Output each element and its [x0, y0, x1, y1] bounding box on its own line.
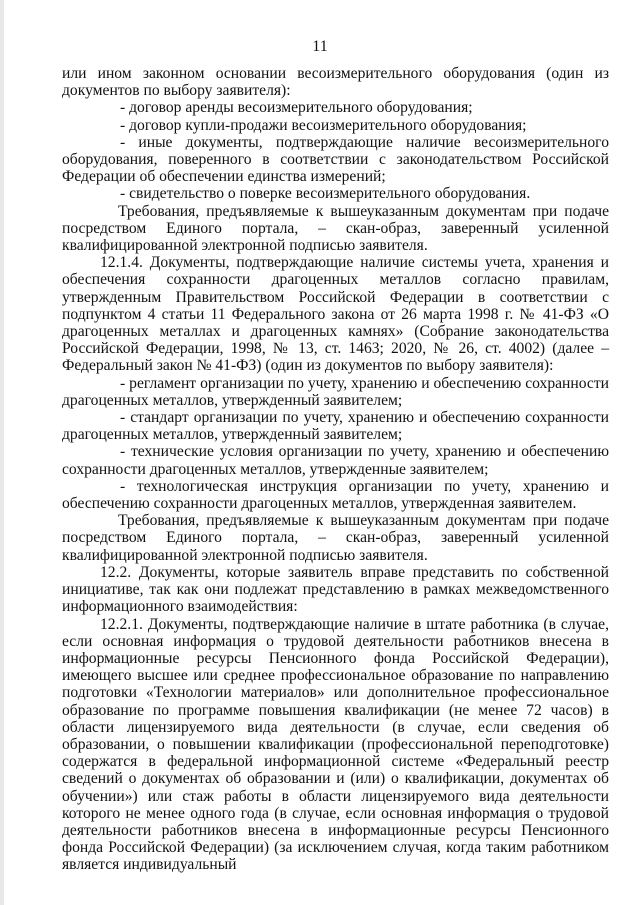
list-item: - иные документы, подтверждающие наличие весоизмерительного оборудования, поверенного в соответствии с законодательством Российской Федерации об обеспечении единства измерений; [62, 133, 609, 186]
paragraph: или ином законном основании весоизмерительного оборудования (один из документов по выбору заявителя): [62, 65, 609, 100]
paragraph: 12.2.1. Документы, подтверждающие наличие в штате работника (в случае, если основная информация о трудовой деятельности работников внесена в информационные ресурсы Пенсионного фонда Российской Федерации), имеющего высшее или среднее профессиональное образование по направлению подготовки «Технологии материалов» или дополнительное профессиональное образование по программе повышения квалификации (не менее 72 часов) в области лицензируемого вида деятельности (в случае, если сведения об образовании, о повышении квалификации (профессиональной переподготовке) содержатся в федеральной информационной системе «Федеральный реестр сведений о документах об образовании и (или) о квалификации, документах об обучении») или стаж работы в области лицензируемого вида деятельности которого не менее одного года (в случае, если основная информация о трудовой деятельности работников внесена в информационные ресурсы Пенсионного фонда Российской Федерации) (за исключением случая, когда таким работником является индивидуальный [62, 615, 609, 874]
scan-edge [0, 0, 4, 905]
page-number: 11 [312, 38, 328, 55]
document-body [62, 65, 609, 874]
paragraph: 12.2. Документы, которые заявитель вправе представить по собственной инициативе, так как они подлежат представлению в рамках межведомственного информационного взаимодействия: [62, 563, 609, 616]
list-item: - договор аренды весоизмерительного оборудования; [120, 99, 473, 117]
paragraph: 12.1.4. Документы, подтверждающие наличие системы учета, хранения и обеспечения сохранности драгоценных металлов согласно правилам, утвержденным Правительством Российской Федерации в соответствии с подпунктом 4 статьи 11 Федерального закона от 26 марта 1998 г. № 41-ФЗ «О драгоценных металлах и драгоценных камнях» (Собрание законодательства Российской Федерации, 1998, № 13, ст. 1463; 2020, № 26, ст. 4002) (далее – Федеральный закон № 41-ФЗ) (один из документов по выбору заявителя): [62, 254, 609, 375]
list-item: - регламент организации по учету, хранению и обеспечению сохранности драгоценных металлов, утвержденный заявителем; [62, 374, 609, 409]
list-item: - стандарт организации по учету, хранению и обеспечению сохранности драгоценных металлов, утвержденный заявителем; [62, 409, 609, 444]
list-item: - договор купли-продажи весоизмерительного оборудования; [120, 116, 527, 134]
list-item: - свидетельство о поверке весоизмерительного оборудования. [120, 185, 531, 203]
list-item: - технические условия организации по учету, хранению и обеспечению сохранности драгоценных металлов, утвержденные заявителем; [62, 443, 609, 478]
paragraph: Требования, предъявляемые к вышеуказанным документам при подаче посредством Единого портала, – скан-образ, заверенный усиленной квалифицированной электронной подписью заявителя. [62, 202, 609, 255]
paragraph: Требования, предъявляемые к вышеуказанным документам при подаче посредством Единого портала, – скан-образ, заверенный усиленной квалифицированной электронной подписью заявителя. [62, 512, 609, 564]
list-item: - технологическая инструкция организации по учету, хранению и обеспечению сохранности драгоценных металлов, утвержденная заявителем. [62, 477, 609, 513]
